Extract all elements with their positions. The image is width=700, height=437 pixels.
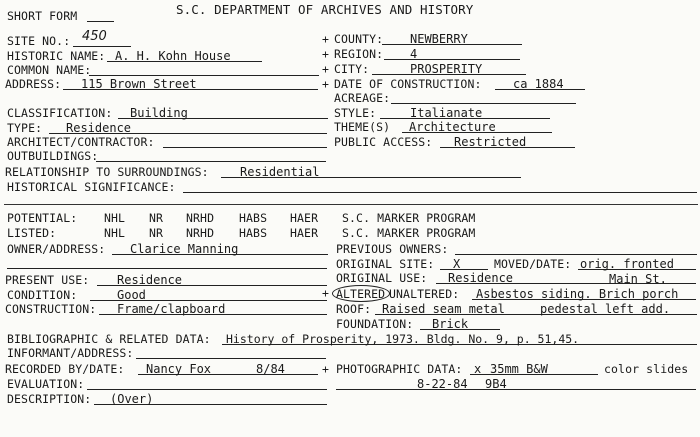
listed-code: NR — [149, 226, 164, 240]
plus-marker: + — [322, 32, 330, 46]
photo-date-value: 8-22-84 — [417, 377, 468, 391]
section-divider — [4, 204, 698, 205]
original-site-label: ORIGINAL SITE: — [336, 257, 435, 271]
potential-code: HAER — [290, 211, 319, 225]
potential-code: NHL — [104, 211, 126, 225]
listed-label: LISTED: — [7, 226, 57, 240]
potential-code: NRHD — [186, 211, 215, 225]
potential-label: POTENTIAL: — [7, 211, 78, 225]
previous-owners-label: PREVIOUS OWNERS: — [336, 242, 449, 256]
historical-significance-label: HISTORICAL SIGNIFICANCE: — [7, 180, 176, 194]
themes-value: Architecture — [409, 120, 496, 134]
public-access-label: PUBLIC ACCESS: — [334, 135, 433, 149]
unaltered-label: UNALTERED: — [389, 287, 460, 301]
condition-label: CONDITION: — [7, 288, 78, 302]
site-no-label: SITE NO.: — [7, 34, 71, 48]
recorded-by-name: Nancy Fox — [146, 362, 212, 376]
plus-marker: + — [322, 362, 330, 376]
region-label: REGION: — [334, 47, 384, 61]
construction-label: CONSTRUCTION: — [5, 302, 97, 316]
description-label: DESCRIPTION: — [7, 392, 92, 406]
form-type-label: SHORT FORM — [7, 9, 78, 23]
date-of-construction-label: DATE OF CONSTRUCTION: — [334, 77, 482, 91]
relationship-value: Residential — [240, 165, 320, 179]
original-use-label: ORIGINAL USE: — [336, 271, 428, 285]
owner-address-line-2 — [7, 268, 327, 269]
acreage-label: ACREAGE: — [334, 91, 391, 105]
site-no-value: 450 — [82, 29, 107, 44]
listed-marker-program: S.C. MARKER PROGRAM — [342, 226, 476, 240]
region-value: 4 — [410, 47, 418, 61]
owner-address-value: Clarice Manning — [130, 242, 239, 256]
public-access-value: Restricted — [454, 135, 527, 149]
agency-title: S.C. DEPARTMENT OF ARCHIVES AND HISTORY — [176, 2, 474, 17]
address-label: ADDRESS: — [5, 77, 62, 91]
listed-code: HAER — [290, 226, 319, 240]
original-site-line — [440, 269, 488, 270]
photographic-data-label: PHOTOGRAPHIC DATA: — [336, 362, 463, 376]
county-value: NEWBERRY — [410, 32, 468, 46]
bibliographic-label: BIBLIOGRAPHIC & RELATED DATA: — [7, 332, 211, 346]
outbuildings-line — [96, 161, 326, 162]
classification-value: Building — [130, 106, 188, 120]
type-value: Residence — [66, 121, 132, 135]
original-use-value: Residence — [448, 271, 514, 285]
address-value: 115 Brown Street — [81, 77, 197, 91]
present-use-label: PRESENT USE: — [5, 273, 90, 287]
original-use-extra: Main St. — [609, 272, 667, 286]
photo-roll-value: 9B4 — [485, 377, 507, 391]
recorded-by-date: 8/84 — [256, 362, 285, 376]
roof-extra-value: pedestal left add. — [540, 302, 671, 316]
original-site-value: X — [453, 257, 461, 271]
city-label: CITY: — [334, 62, 370, 76]
photographic-data-value: 35mm B&W — [490, 362, 548, 376]
foundation-label: FOUNDATION: — [336, 317, 414, 331]
altered-option: ALTERED — [336, 287, 386, 301]
informant-line — [136, 358, 326, 359]
plus-marker: + — [322, 47, 330, 61]
common-name-label: COMMON NAME: — [7, 63, 92, 77]
present-use-value: Residence — [117, 273, 183, 287]
photographic-data-line-2 — [336, 389, 696, 390]
type-label: TYPE: — [7, 121, 43, 135]
potential-marker-program: S.C. MARKER PROGRAM — [342, 211, 476, 225]
style-label: STYLE: — [334, 106, 377, 120]
region-line — [384, 59, 520, 60]
style-value: Italianate — [410, 106, 483, 120]
common-name-line — [89, 75, 319, 76]
recorded-by-label: RECORDED BY/DATE: — [5, 362, 125, 376]
historical-significance-line — [183, 192, 697, 193]
owner-address-label: OWNER/ADDRESS: — [7, 242, 106, 256]
plus-marker: + — [322, 62, 330, 76]
potential-code: NR — [149, 211, 164, 225]
site-no-line — [73, 46, 131, 47]
evaluation-line — [87, 389, 327, 390]
potential-code: HABS — [239, 211, 268, 225]
plus-marker: + — [322, 286, 330, 300]
outbuildings-label: OUTBUILDINGS: — [7, 149, 99, 163]
plus-marker: + — [322, 77, 330, 91]
listed-code: NHL — [104, 226, 126, 240]
themes-label: THEME(S) — [334, 120, 391, 134]
moved-date-label: MOVED/DATE: — [494, 257, 572, 271]
photographic-check: x — [474, 362, 482, 376]
moved-date-value: orig. fronted — [580, 257, 674, 271]
listed-code: HABS — [239, 226, 268, 240]
description-value: (Over) — [110, 392, 154, 406]
bibliographic-value: History of Prosperity, 1973. Bldg. No. 9, p. 51,45. — [226, 332, 580, 346]
condition-value: Good — [117, 288, 146, 302]
architect-contractor-label: ARCHITECT/CONTRACTOR: — [7, 135, 155, 149]
historic-name-label: HISTORIC NAME: — [7, 49, 106, 63]
form-type-line — [87, 21, 114, 22]
previous-owners-line — [455, 254, 697, 255]
informant-label: INFORMANT/ADDRESS: — [7, 346, 134, 360]
foundation-value: Brick — [432, 317, 469, 331]
date-of-construction-value: ca 1884 — [513, 77, 564, 91]
color-slides-label: color slides — [604, 362, 689, 376]
roof-value: Raised seam metal — [382, 302, 505, 316]
construction-value: Frame/clapboard — [117, 302, 226, 316]
altered-value: Asbestos siding. Brich porch — [476, 287, 679, 301]
classification-label: CLASSIFICATION: — [7, 106, 113, 120]
historic-name-value: A. H. Kohn House — [115, 49, 231, 63]
architect-contractor-line — [163, 147, 327, 148]
county-label: COUNTY: — [334, 32, 384, 46]
acreage-line — [391, 103, 576, 104]
relationship-label: RELATIONSHIP TO SURROUNDINGS: — [5, 165, 209, 179]
roof-label: ROOF: — [336, 302, 372, 316]
city-value: PROSPERITY — [410, 62, 483, 76]
evaluation-label: EVALUATION: — [7, 377, 85, 391]
listed-code: NRHD — [186, 226, 215, 240]
